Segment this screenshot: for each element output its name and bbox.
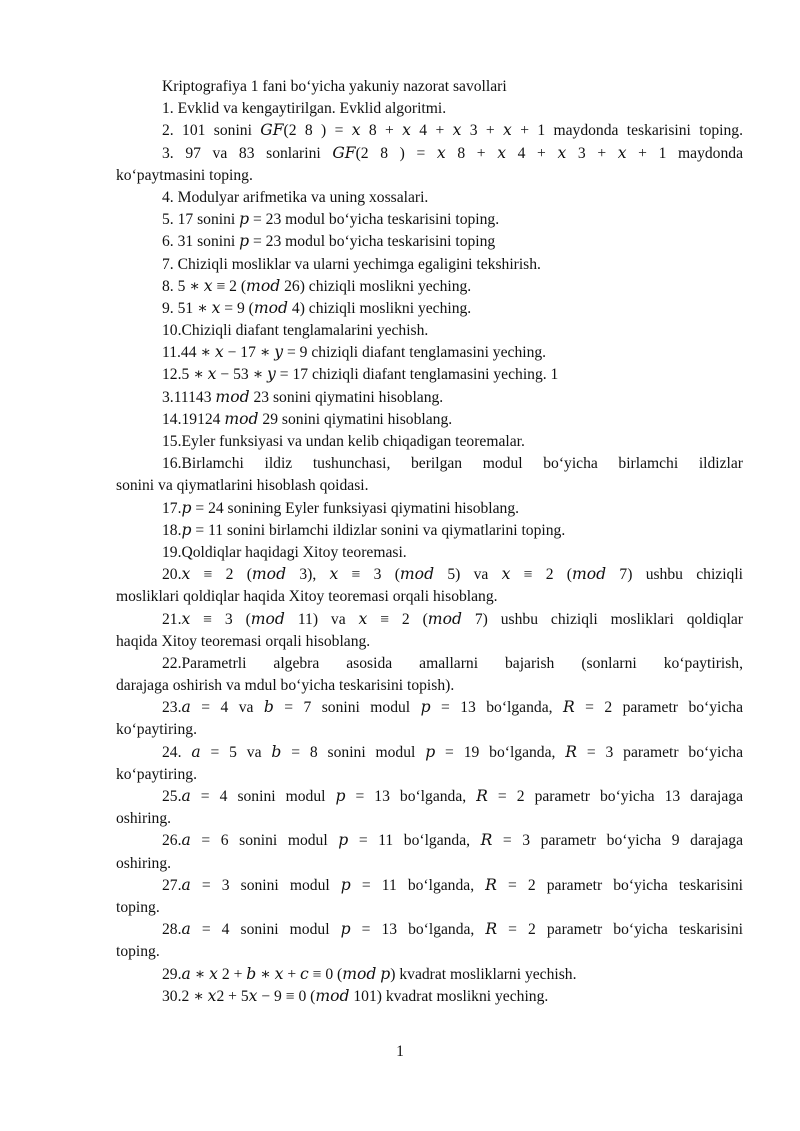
text-line: oshiring. [116,854,172,872]
text-line: toping. [116,898,160,916]
document-body [116,76,743,1008]
text-line: 12.5 ∗ 𝑥 − 53 ∗ 𝑦 = 17 chiziqli diafant tenglamasini yeching. 1 [162,366,559,384]
text-line: 3. 97 va 83 sonlarini 𝐺𝐹(2 8 ) = 𝑥 8 + 𝑥 4 + 𝑥 3 + 𝑥 + 1 maydonda [162,144,743,162]
text-line: 29.𝑎 ∗ 𝑥 2 + 𝑏 ∗ 𝑥 + 𝑐 ≡ 0 (𝑚𝑜𝑑 𝑝) kvadrat mosliklarni yechish. [162,965,577,983]
text-line: ko‘paytmasini toping. [116,166,253,184]
text-line: 21.𝑥 ≡ 3 (𝑚𝑜𝑑 11) va 𝑥 ≡ 2 (𝑚𝑜𝑑 7) ushbu chiziqli mosliklari qoldiqlar [162,610,743,628]
text-line: haqida Xitoy teoremasi orqali hisoblang. [116,632,371,650]
text-line: 19.Qoldiqlar haqidagi Xitoy teoremasi. [162,543,407,561]
text-line: darajaga oshirish va mdul bo‘yicha teskarisini topish). [116,677,455,695]
text-line: 17.𝑝 = 24 sonining Eyler funksiyasi qiymatini hisoblang. [162,499,520,517]
text-line: 20.𝑥 ≡ 2 (𝑚𝑜𝑑 3), 𝑥 ≡ 3 (𝑚𝑜𝑑 5) va 𝑥 ≡ 2 (𝑚𝑜𝑑 7) ushbu chiziqli [162,566,743,584]
text-line: 25.𝑎 = 4 sonini modul 𝑝 = 13 bo‘lganda, 𝑅 = 2 parametr bo‘yicha 13 darajaga [162,788,743,805]
text-line: 24. 𝑎 = 5 va 𝑏 = 8 sonini modul 𝑝 = 19 bo‘lganda, 𝑅 = 3 parametr bo‘yicha [162,743,743,761]
text-line: 8. 5 ∗ 𝑥 ≡ 2 (𝑚𝑜𝑑 26) chiziqli moslikni yeching. [162,277,472,295]
text-line: 18.𝑝 = 11 sonini birlamchi ildizlar sonini va qiymatlarini toping. [162,521,566,539]
text-line: 4. Modulyar arifmetika va uning xossalari. [162,188,429,206]
text-line: 11.44 ∗ 𝑥 − 17 ∗ 𝑦 = 9 chiziqli diafant tenglamasini yeching. [162,344,547,362]
text-line: 23.𝑎 = 4 va 𝑏 = 7 sonini modul 𝑝 = 13 bo‘lganda, 𝑅 = 2 parametr bo‘yicha [162,699,743,717]
text-line: ko‘paytiring. [116,765,197,783]
text-line: mosliklari qoldiqlar haqida Xitoy teoremasi orqali hisoblang. [116,588,498,606]
text-line: 3.11143 𝑚𝑜𝑑 23 sonini qiymatini hisoblang. [162,388,444,406]
text-line: 14.19124 𝑚𝑜𝑑 29 sonini qiymatini hisoblang. [162,410,453,428]
text-line: 1. Evklid va kengaytirilgan. Evklid algoritmi. [162,100,447,118]
text-line: 2. 101 sonini 𝐺𝐹(2 8 ) = 𝑥 8 + 𝑥 4 + 𝑥 3 + 𝑥 + 1 maydonda teskarisini toping. [162,122,743,140]
text-line: 30.2 ∗ 𝑥2 + 5𝑥 − 9 ≡ 0 (𝑚𝑜𝑑 101) kvadrat moslikni yeching. [162,987,549,1005]
text-line: toping. [116,943,160,961]
text-line: 26.𝑎 = 6 sonini modul 𝑝 = 11 bo‘lganda, 𝑅 = 3 parametr bo‘yicha 9 darajaga [162,832,743,850]
text-line: sonini va qiymatlarini hisoblash qoidasi. [116,477,369,495]
text-line: 16.Birlamchi ildiz tushunchasi, berilgan modul bo‘yicha birlamchi ildizlar [162,455,743,473]
text-line: 27.𝑎 = 3 sonini modul 𝑝 = 11 bo‘lganda, 𝑅 = 2 parametr bo‘yicha teskarisini [162,876,743,894]
text-line: 6. 31 sonini 𝑝 = 23 modul bo‘yicha teskarisini toping [162,233,496,251]
text-line: Kriptografiya 1 fani bo‘yicha yakuniy nazorat savollari [162,78,507,95]
text-line: 7. Chiziqli mosliklar va ularni yechimga egaligini tekshirish. [162,255,541,273]
text-line: 9. 51 ∗ 𝑥 = 9 (𝑚𝑜𝑑 4) chiziqli moslikni yeching. [162,299,472,317]
page-number: 1 [396,1043,404,1060]
text-line: 10.Chiziqli diafant tenglamalarini yechish. [162,322,429,340]
text-line: oshiring. [116,810,172,828]
text-line: ko‘paytiring. [116,721,197,739]
text-line: 5. 17 sonini 𝑝 = 23 modul bo‘yicha teskarisini toping. [162,211,500,229]
text-line: 28.𝑎 = 4 sonini modul 𝑝 = 13 bo‘lganda, 𝑅 = 2 parametr bo‘yicha teskarisini [162,921,743,939]
text-line: 22.Parametrli algebra asosida amallarni bajarish (sonlarni ko‘paytirish, [162,654,743,672]
text-line: 15.Eyler funksiyasi va undan kelib chiqadigan teoremalar. [162,433,525,450]
